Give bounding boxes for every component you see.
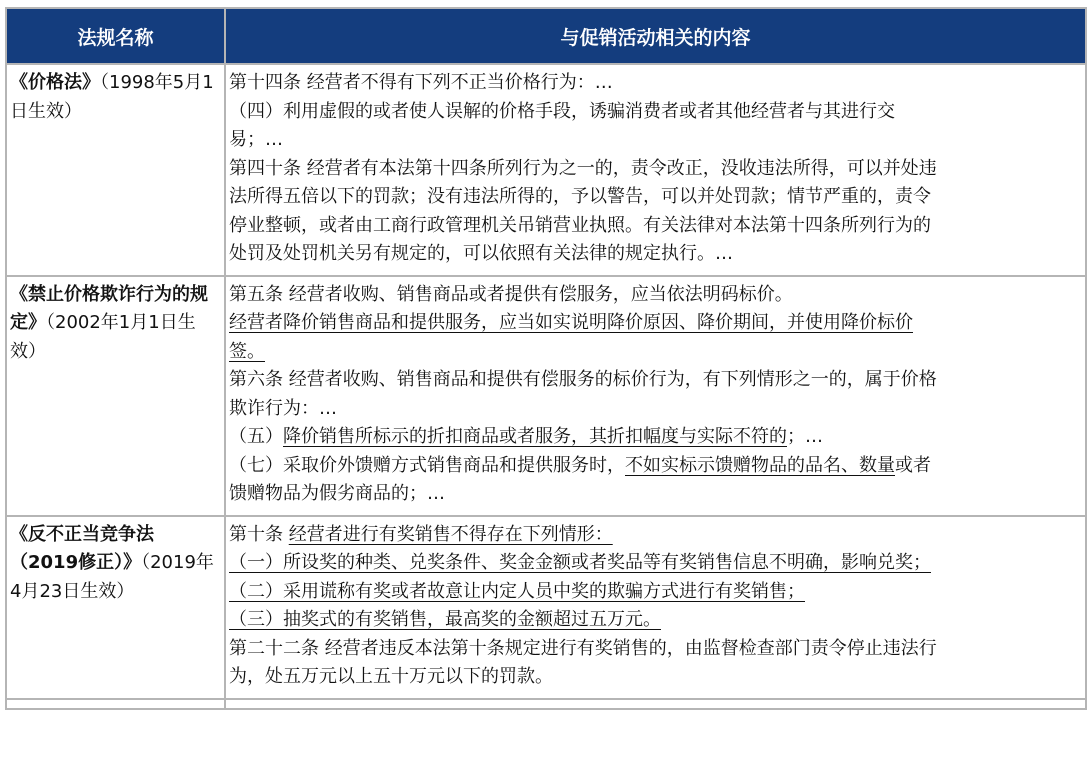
content-line [229, 126, 1082, 155]
regulation-effective-date: （2019年4月23日生效） [10, 552, 214, 602]
content-line [229, 452, 1082, 481]
regulations-table [5, 7, 1087, 710]
empty-cell [6, 699, 225, 709]
regulation-content-cell [225, 516, 1086, 699]
header-related-content: 与促销活动相关的内容 [225, 8, 1086, 64]
content-line [229, 155, 1082, 184]
text: （五） [229, 426, 283, 447]
underlined-text: 经营者降价销售商品和提供服务，应当如实说明降价原因、降价期间，并使用降价标价 [229, 312, 913, 333]
content-line [229, 98, 1082, 127]
text: 馈赠物品为假劣商品的；… [229, 483, 445, 504]
content-line [229, 281, 1082, 310]
regulation-title: 《反不正当竞争法（2019修正）》 [10, 523, 154, 573]
underlined-text: （二）采用谎称有奖或者故意让内定人员中奖的欺骗方式进行有奖销售； [229, 580, 805, 602]
underlined-text: （三）抽奖式的有奖销售，最高奖的金额超过五万元。 [229, 609, 661, 630]
table-header-row [6, 8, 1086, 64]
underlined-text: 签。 [229, 340, 265, 362]
table-row [6, 276, 1086, 516]
underlined-text: （一）所设奖的种类、兑奖条件、奖金金额或者奖品等有奖销售信息不明确，影响兑奖； [229, 552, 931, 573]
underlined-text: 降价销售所标示的折扣商品或者服务，其折扣幅度与实际不符的 [283, 426, 787, 447]
content-line [229, 578, 1082, 607]
content-line [229, 635, 1082, 664]
content-line [229, 338, 1082, 367]
table-row [6, 516, 1086, 699]
content-line [229, 606, 1082, 635]
regulation-title: 《价格法》 [10, 72, 100, 93]
content-line [229, 663, 1082, 692]
text: 第四十条 经营者有本法第十四条所列行为之一的，责令改正，没收违法所得，可以并处违 [229, 157, 937, 179]
text: 欺诈行为：… [229, 397, 337, 419]
underlined-text: 不如实标示馈赠物品的品名、数量 [625, 454, 895, 476]
table-row-partial [6, 699, 1086, 709]
table-row [6, 64, 1086, 276]
regulation-content-cell [225, 276, 1086, 516]
regulation-content-cell [225, 64, 1086, 276]
content-line [229, 69, 1082, 98]
regulation-effective-date: （2002年1月1日生效） [10, 312, 196, 362]
regulation-name-cell [6, 276, 225, 516]
text: 第六条 经营者收购、销售商品和提供有偿服务的标价行为，有下列情形之一的，属于价格 [229, 369, 937, 390]
text: 停业整顿，或者由工商行政管理机关吊销营业执照。有关法律对本法第十四条所列行为的 [229, 214, 931, 236]
text: 或者 [895, 454, 931, 476]
regulation-title: 《禁止价格欺诈行为的规定》 [10, 283, 208, 333]
regulation-name-cell [6, 516, 225, 699]
content-line [229, 366, 1082, 395]
header-regulation-name: 法规名称 [6, 8, 225, 64]
text: 第十四条 经营者不得有下列不正当价格行为：… [229, 72, 613, 93]
content-line [229, 212, 1082, 241]
text: 处罚及处罚机关另有规定的，可以依照有关法律的规定执行。… [229, 243, 733, 264]
content-line [229, 480, 1082, 509]
content-line [229, 240, 1082, 269]
text: ；… [787, 426, 823, 447]
text: 第十条 [229, 523, 289, 545]
regulation-name-cell [6, 64, 225, 276]
content-line [229, 423, 1082, 452]
content-line [229, 395, 1082, 424]
content-line [229, 521, 1082, 550]
regulation-effective-date: （1998年5月1日生效） [10, 72, 214, 122]
text: 第二十二条 经营者违反本法第十条规定进行有奖销售的，由监督检查部门责令停止违法行 [229, 637, 937, 659]
text: 法所得五倍以下的罚款；没有违法所得的，予以警告，可以并处罚款；情节严重的，责令 [229, 186, 931, 207]
text: 易；… [229, 129, 283, 150]
text: 第五条 经营者收购、销售商品或者提供有偿服务，应当依法明码标价。 [229, 283, 793, 305]
text: （七）采取价外馈赠方式销售商品和提供服务时， [229, 454, 625, 476]
content-line [229, 549, 1082, 578]
content-line [229, 309, 1082, 338]
text: 为，处五万元以上五十万元以下的罚款。 [229, 666, 553, 687]
content-line [229, 183, 1082, 212]
text: （四）利用虚假的或者使人误解的价格手段，诱骗消费者或者其他经营者与其进行交 [229, 100, 895, 122]
empty-cell [225, 699, 1086, 709]
underlined-text: 经营者进行有奖销售不得存在下列情形： [288, 523, 613, 545]
